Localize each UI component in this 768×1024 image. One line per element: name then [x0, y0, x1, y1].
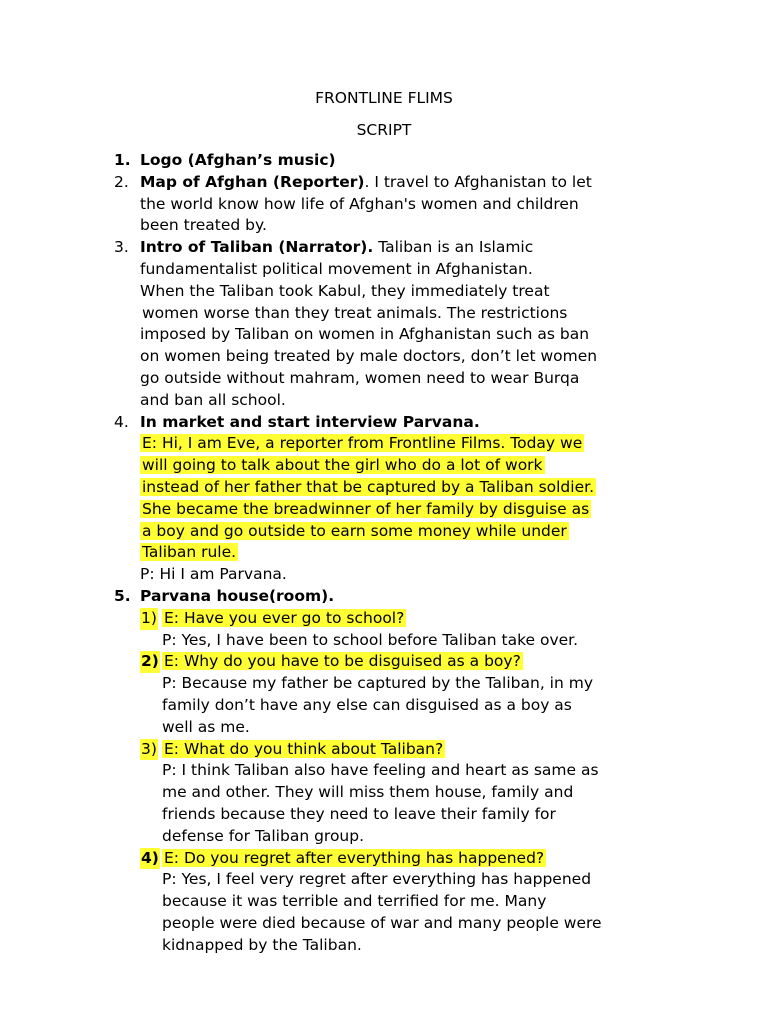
answer-text: me and other. They will miss them house, family and — [162, 783, 574, 802]
question-text: E: Have you ever go to school? — [164, 608, 405, 627]
item-text: on women being treated by male doctors, don’t let women — [140, 347, 598, 366]
item-number: 3. — [114, 238, 129, 257]
item-text: When the Taliban took Kabul, they immediately treat — [140, 281, 550, 300]
item-number: 5. — [114, 586, 131, 605]
item-text: and ban all school. — [140, 390, 286, 409]
answer-text: P: Yes, I have been to school before Taliban take over. — [162, 630, 579, 649]
item-number: 4. — [114, 412, 129, 431]
item-text: imposed by Taliban on women in Afghanistan such as ban — [140, 325, 590, 344]
answer-text: family don’t have any else can disguised as a boy as — [162, 695, 572, 714]
answer-text: friends because they need to leave their family for — [162, 804, 556, 823]
question-number: 4) — [140, 848, 160, 870]
answer-text: well as me. — [162, 717, 250, 736]
question-number: 1) — [140, 608, 158, 630]
answer-text: because it was terrible and terrified for me. Many — [162, 892, 547, 911]
highlighted-dialogue: Taliban rule. — [142, 543, 237, 562]
question-item — [0, 608, 692, 652]
question-item — [0, 739, 692, 848]
highlighted-dialogue: She became the breadwinner of her family by disguise as — [142, 499, 590, 518]
script-item-map — [0, 172, 680, 237]
script-item-logo — [0, 150, 680, 172]
item-heading: Map of Afghan (Reporter) — [140, 172, 365, 191]
answer-text: defense for Taliban group. — [162, 826, 365, 845]
answer-text: P: Because my father be captured by the Taliban, in my — [162, 674, 593, 693]
script-item-market — [0, 412, 680, 586]
item-text: go outside without mahram, women need to wear Burqa — [140, 368, 580, 387]
question-number: 3) — [140, 739, 158, 761]
item-heading: Parvana house(room). — [140, 586, 335, 605]
highlighted-dialogue: will going to talk about the girl who do a lot of work — [142, 456, 543, 475]
item-number: 2. — [114, 172, 129, 191]
item-text: Taliban is an Islamic — [373, 238, 534, 257]
item-text: the world know how life of Afghan's women and children — [140, 194, 579, 213]
answer-text: P: Yes, I feel very regret after everything has happened — [162, 870, 592, 889]
item-heading: In market and start interview Parvana. — [140, 412, 480, 431]
answer-text: people were died because of war and many people were — [162, 913, 602, 932]
highlighted-dialogue: instead of her father that be captured by a Taliban soldier. — [142, 477, 594, 496]
document-subtitle: SCRIPT — [356, 121, 412, 139]
item-heading: Intro of Taliban (Narrator). — [140, 238, 374, 257]
script-item-house — [0, 586, 680, 608]
document-title: FRONTLINE FLIMS — [315, 89, 453, 107]
item-number: 1. — [114, 151, 131, 169]
answer-text: kidnapped by the Taliban. — [162, 935, 362, 954]
item-text: been treated by. — [140, 216, 267, 235]
question-item — [0, 651, 692, 738]
answer-text: P: I think Taliban also have feeling and heart as same as — [162, 761, 599, 780]
question-number: 2) — [140, 651, 160, 673]
item-text: women worse than they treat animals. The restrictions — [142, 303, 568, 322]
question-text: E: Do you regret after everything has happened? — [164, 848, 545, 867]
question-text: E: Why do you have to be disguised as a boy? — [164, 652, 521, 671]
highlighted-dialogue: a boy and go outside to earn some money while under — [142, 521, 567, 540]
question-item — [0, 848, 692, 957]
question-text: E: What do you think about Taliban? — [164, 739, 444, 758]
script-item-intro — [0, 237, 680, 411]
highlighted-dialogue: E: Hi, I am Eve, a reporter from Frontline Films. Today we — [142, 434, 583, 453]
item-text: . I travel to Afghanistan to let — [364, 172, 592, 191]
item-heading: Logo (Afghan’s music) — [140, 151, 336, 169]
script-list — [0, 150, 768, 956]
item-text: fundamentalist political movement in Afghanistan. — [140, 259, 533, 278]
reply-text: P: Hi I am Parvana. — [140, 565, 287, 584]
